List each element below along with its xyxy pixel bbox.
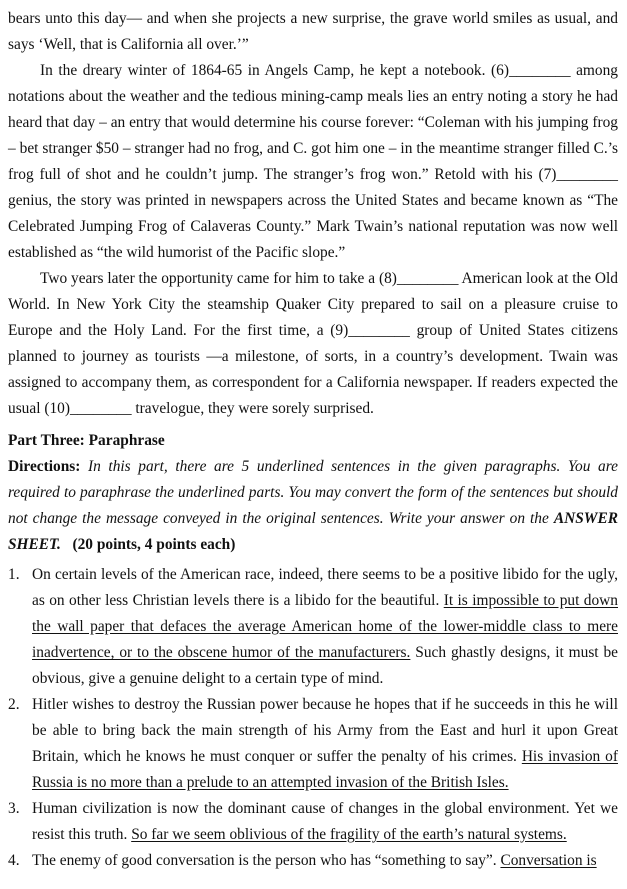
paraphrase-list: [8, 562, 618, 874]
section-title: Part Three: Paraphrase: [8, 432, 165, 449]
document-page: [8, 6, 618, 874]
list-item: [8, 796, 618, 848]
item-text: The enemy of good conversation is the person who has “something to say”.: [32, 852, 501, 869]
underlined-sentence: So far we seem oblivious of the fragility of the earth’s natural systems.: [131, 826, 567, 843]
points-note: (20 points, 4 points each): [72, 536, 236, 553]
item-text: On certain levels of the American race, indeed, there seems to be a positive libido for the ugly, as on other less Christian levels there is a libido for the beautiful.: [32, 566, 618, 609]
paragraph-angels-camp: In the dreary winter of 1864-65 in Angels Camp, he kept a notebook. (6)________ among notations about the weather and the tedious mining-camp meals lies an entry noting a story he had heard that day – an entry that would determine his course forever: “Coleman with his jumping frog – bet stranger $50 – stranger had no frog, and C. got him one – in the meantime stranger filled C.’s frog full of shot and he couldn’t jump. The stranger’s frog won.” Retold with his (7)________ genius, the story was printed in newspapers across the United States and became known as “The Celebrated Jumping Frog of Calaveras County.” Mark Twain’s national reputation was now well established as “the wild humorist of the Pacific slope.”: [8, 62, 618, 261]
directions: [8, 454, 618, 558]
item-number: 4.: [8, 852, 20, 869]
list-item: [8, 692, 618, 796]
paragraph-quaker-city: Two years later the opportunity came for him to take a (8)________ American look at the Old World. In New York City the steamship Quaker City prepared to sail on a pleasure cruise to Europe and the Holy Land. For the first time, a (9)________ group of United States citizens planned to journey as tourists —a milestone, of sorts, in a country’s development. Twain was assigned to accompany them, as correspondent for a California newspaper. If readers expected the usual (10)________ travelogue, they were sorely surprised.: [8, 270, 618, 417]
item-text-after: Such ghastly designs, it must be obvious, give a genuine delight to a certain type of mind.: [32, 644, 618, 687]
list-item: [8, 848, 618, 874]
item-text: Hitler wishes to destroy the Russian power because he hopes that if he succeeds in this he will be able to bring back the main strength of his Army from the East and hurl it upon Great Britain, which he knows he must conquer or suffer the penalty of his crimes.: [32, 696, 618, 765]
directions-label: Directions:: [8, 458, 81, 475]
paragraph-continuation: bears unto this day— and when she projects a new surprise, the grave world smiles as usual, and says ‘Well, that is California all over.’”: [8, 10, 618, 53]
item-text: Human civilization is now the dominant cause of changes in the global environment. Yet we resist this truth.: [32, 800, 618, 843]
underlined-sentence: Conversation is: [500, 852, 597, 869]
list-item: [8, 562, 618, 692]
directions-text: In this part, there are 5 underlined sentences in the given paragraphs. You are required to paraphrase the underlined parts. You may convert the form of the sentences but should not change the message conveyed in the original sentences. Write your answer on the: [8, 458, 618, 527]
item-number: 2.: [8, 696, 20, 713]
underlined-sentence: His invasion of Russia is no more than a prelude to an attempted invasion of the British Isles.: [32, 748, 618, 791]
item-number: 3.: [8, 800, 20, 817]
item-number: 1.: [8, 566, 20, 583]
answer-sheet-label: ANSWER SHEET.: [8, 510, 618, 553]
underlined-sentence: It is impossible to put down the wall paper that defaces the average American home of the lower-middle class to mere inadvertence, or to the obscene humor of the manufacturers.: [32, 592, 618, 661]
